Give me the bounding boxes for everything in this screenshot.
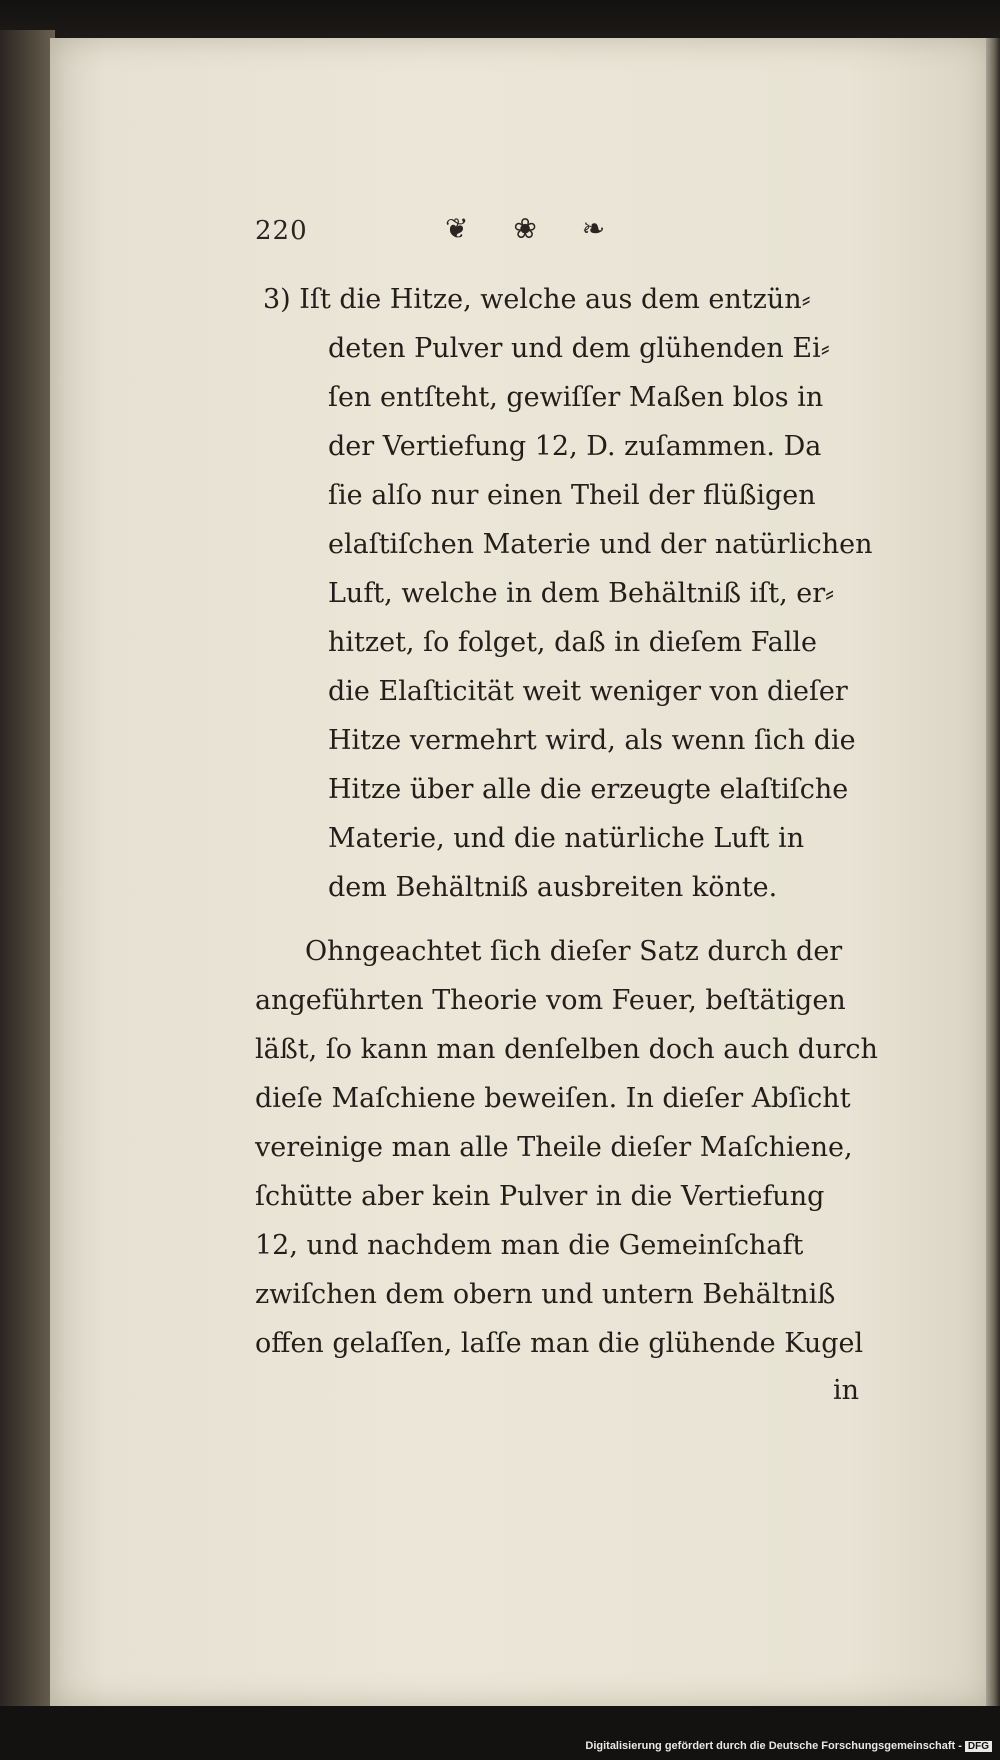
page-number: 220 <box>255 216 308 246</box>
text-line: Hitze über alle die erzeugte elaſtiſche <box>328 774 849 805</box>
text-line: 12, und nachdem man die Gemeinſchaft <box>255 1230 804 1261</box>
digitization-credit <box>585 1740 992 1752</box>
text-line: Luft, welche in dem Behältniß iſt, er⸗ <box>328 578 835 609</box>
dfg-logo: DFG <box>965 1741 992 1752</box>
text-line: ſie alſo nur einen Theil der flüßigen <box>328 480 816 511</box>
text-line: dieſe Maſchiene beweiſen. In dieſer Abſicht <box>255 1083 851 1114</box>
text-line: elaſtiſchen Materie und der natürlichen <box>328 529 873 560</box>
page-header <box>255 212 695 252</box>
text-line: hitzet, ſo folget, daß in dieſem Falle <box>328 627 817 658</box>
text-line: ſchütte aber kein Pulver in die Vertiefung <box>255 1181 825 1212</box>
text-line: ſen entſteht, gewiſſer Maßen blos in <box>328 382 824 413</box>
text-line: vereinige man alle Theile dieſer Maſchiene, <box>255 1132 853 1163</box>
text-line: der Vertiefung 12, D. zuſammen. Da <box>328 431 822 462</box>
text-line: angeführten Theorie vom Feuer, beſtätigen <box>255 985 846 1016</box>
scan-top-border <box>0 0 1000 40</box>
text-line: Ohngeachtet ſich dieſer Satz durch der <box>305 936 843 967</box>
credit-text: Digitalisierung gefördert durch die Deutsche Forschungsgemeinschaft - <box>585 1740 962 1752</box>
text-line: zwiſchen dem obern und untern Behältniß <box>255 1279 836 1310</box>
text-line: offen gelaſſen, laſſe man die glühende Kugel <box>255 1328 864 1359</box>
book-spine-edge <box>0 30 55 1720</box>
header-ornament: ❦ ❀ ❧ <box>445 212 624 245</box>
text-line: dem Behältniß ausbreiten könte. <box>328 872 778 903</box>
text-line: 3) Iſt die Hitze, welche aus dem entzün⸗ <box>263 284 811 315</box>
text-line: die Elaſticität weit weniger von dieſer <box>328 676 848 707</box>
text-line: Materie, und die natürliche Luft in <box>328 823 805 854</box>
text-line: deten Pulver und dem glühenden Ei⸗ <box>328 333 830 364</box>
text-line: läßt, ſo kann man denſelben doch auch durch <box>255 1034 878 1065</box>
page-right-edge <box>986 38 1000 1706</box>
text-line: Hitze vermehrt wird, als wenn ſich die <box>328 725 856 756</box>
catchword: in <box>833 1375 860 1406</box>
